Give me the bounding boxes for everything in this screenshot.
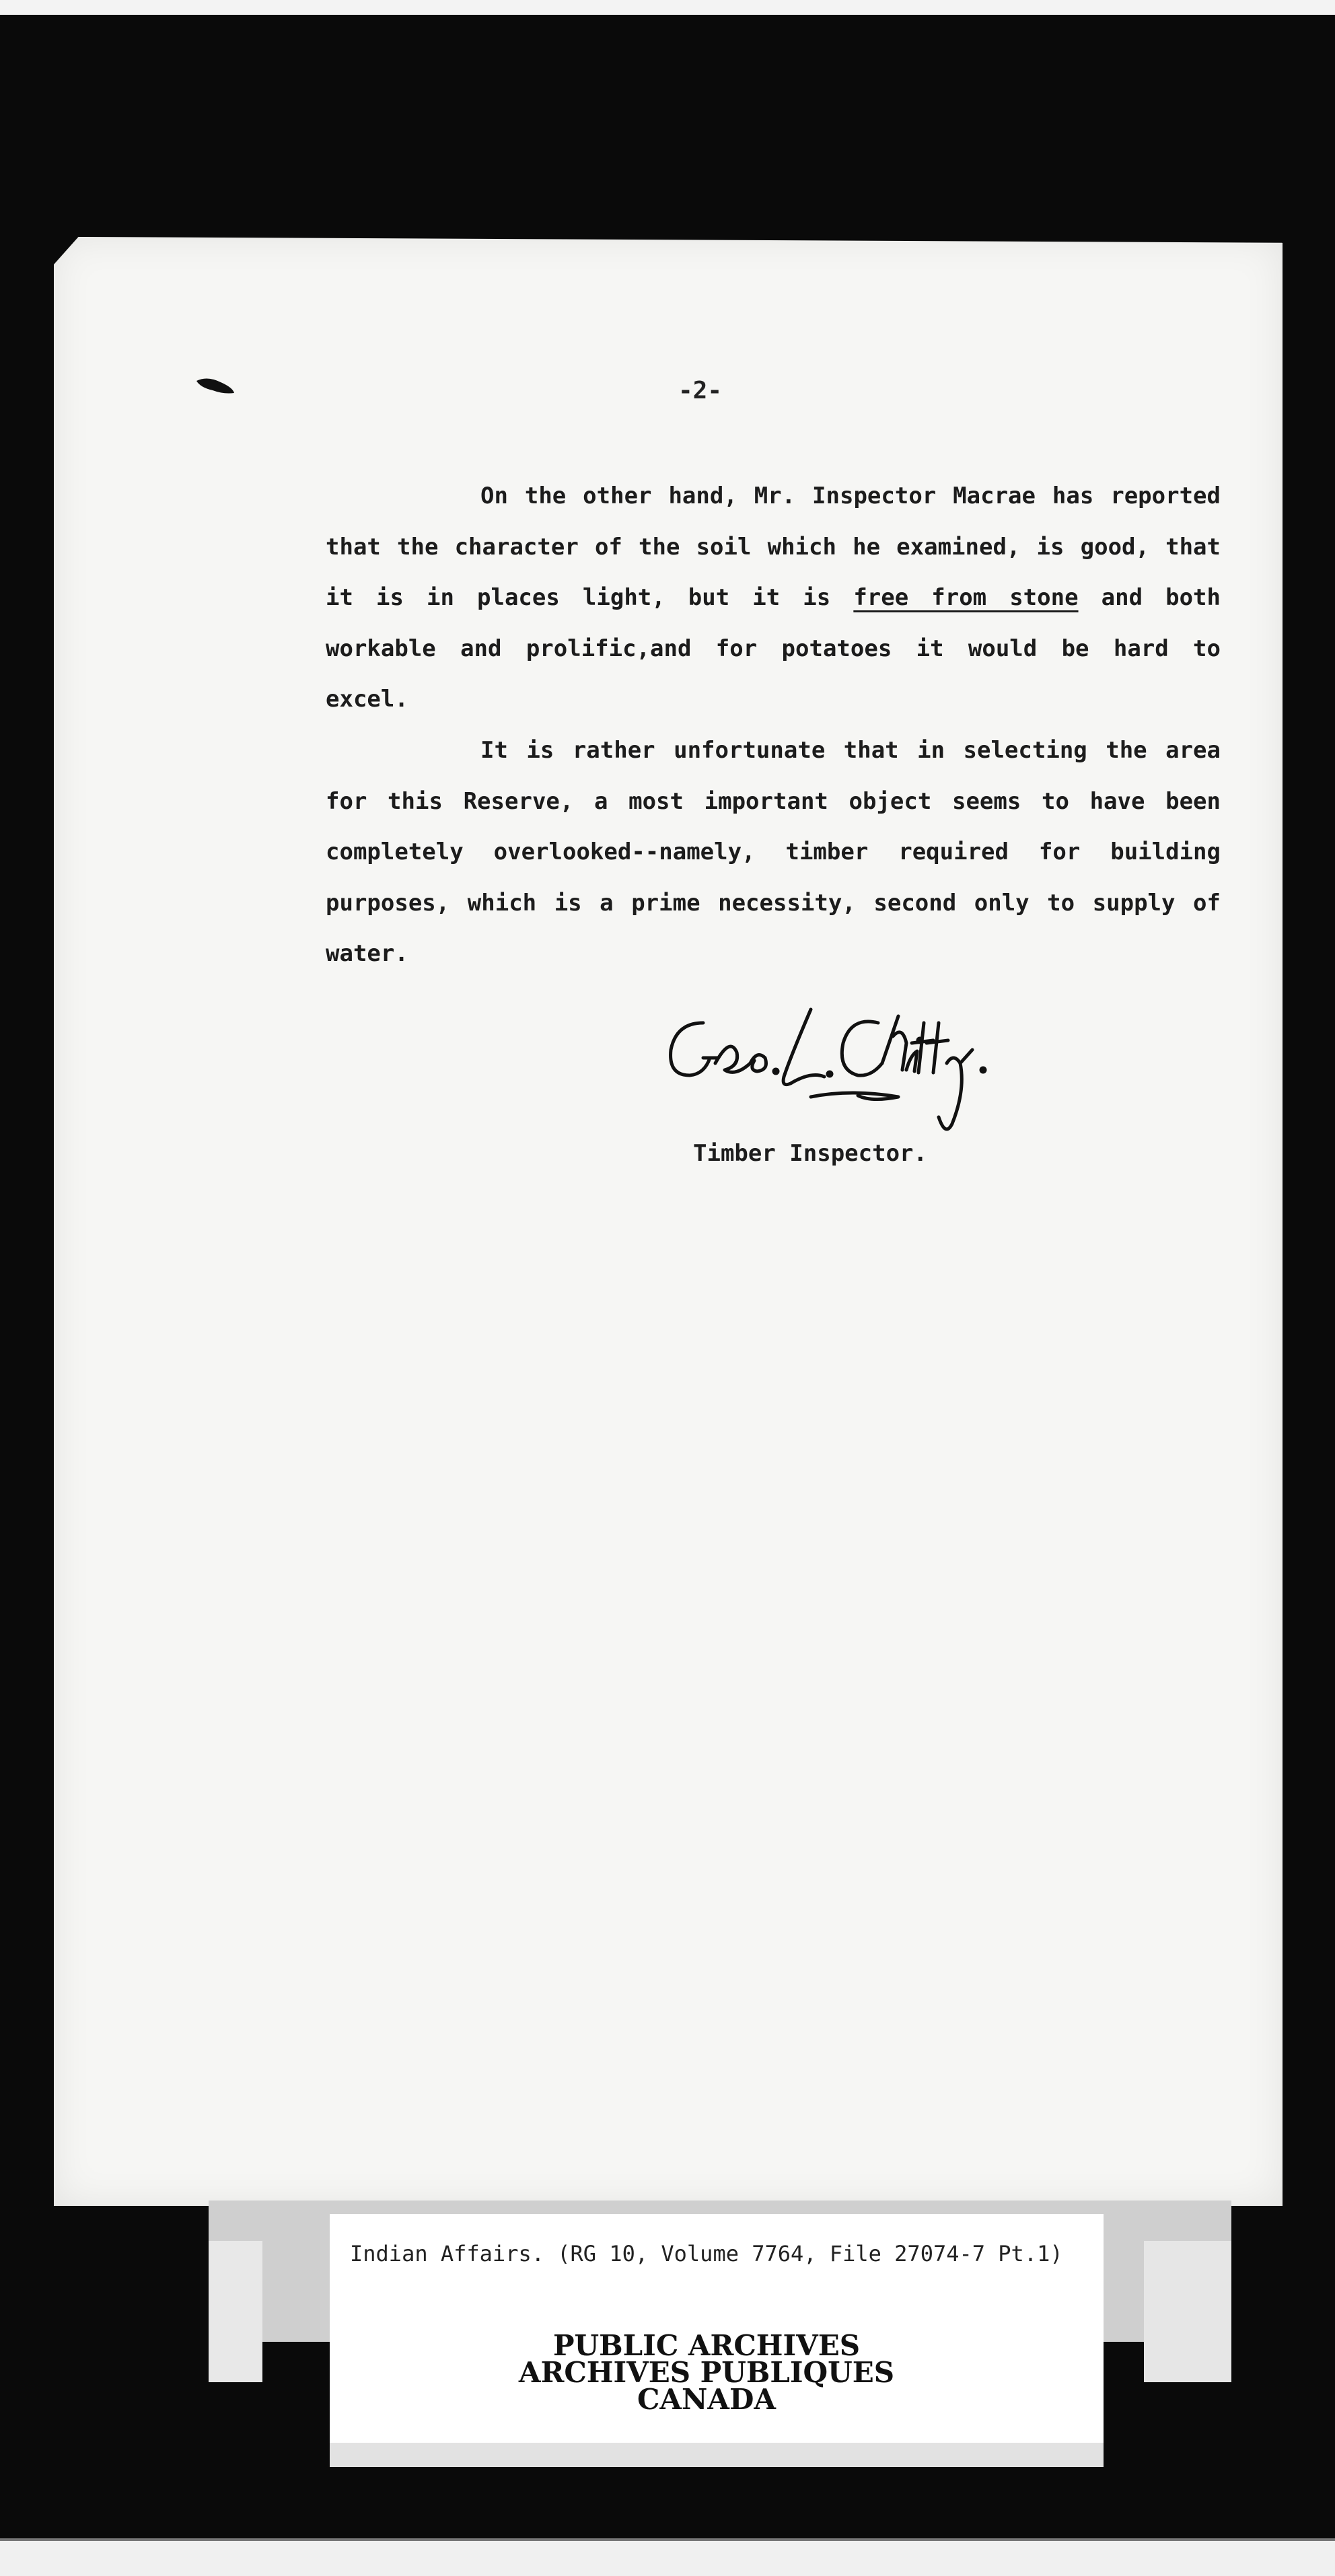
underlined-phrase: free from stone bbox=[853, 584, 1079, 611]
paragraph-text: On the other hand, Mr. Inspector Macrae has reported that the character of the soil which he examined, is good, that it is in places light, but it is bbox=[326, 482, 1221, 611]
paragraph-timber-concern: It is rather unfortunate that in selecting the area for this Reserve, a most important object seems to have been completely overlooked--namely, timber required for building purposes, which is a prime necessity, second only to supply of water. bbox=[326, 737, 1221, 967]
signatory-title: Timber Inspector. bbox=[693, 1140, 927, 1167]
ink-blot-mark bbox=[194, 374, 237, 397]
handwritten-signature bbox=[656, 996, 1003, 1151]
stamp-line: PUBLIC ARCHIVES bbox=[552, 2329, 861, 2362]
archive-citation: Indian Affairs. (RG 10, Volume 7764, File 27074-7 Pt.1) bbox=[350, 2241, 1063, 2266]
label-clip-right bbox=[1144, 2241, 1231, 2382]
label-foot-strip bbox=[330, 2443, 1104, 2467]
page-number: -2- bbox=[678, 377, 723, 404]
public-archives-stamp bbox=[484, 2329, 929, 2416]
scan-bottom-edge bbox=[0, 2538, 1335, 2576]
label-clip-left bbox=[209, 2241, 262, 2382]
scan-top-edge bbox=[0, 0, 1335, 15]
paragraph-soil-report bbox=[326, 471, 1221, 725]
stamp-line: ARCHIVES PUBLIQUES bbox=[518, 2356, 895, 2389]
stamp-line: CANADA bbox=[637, 2383, 776, 2416]
paragraph-text-continued: and both workable and prolific,and for potatoes it would be hard to excel. bbox=[326, 584, 1221, 713]
